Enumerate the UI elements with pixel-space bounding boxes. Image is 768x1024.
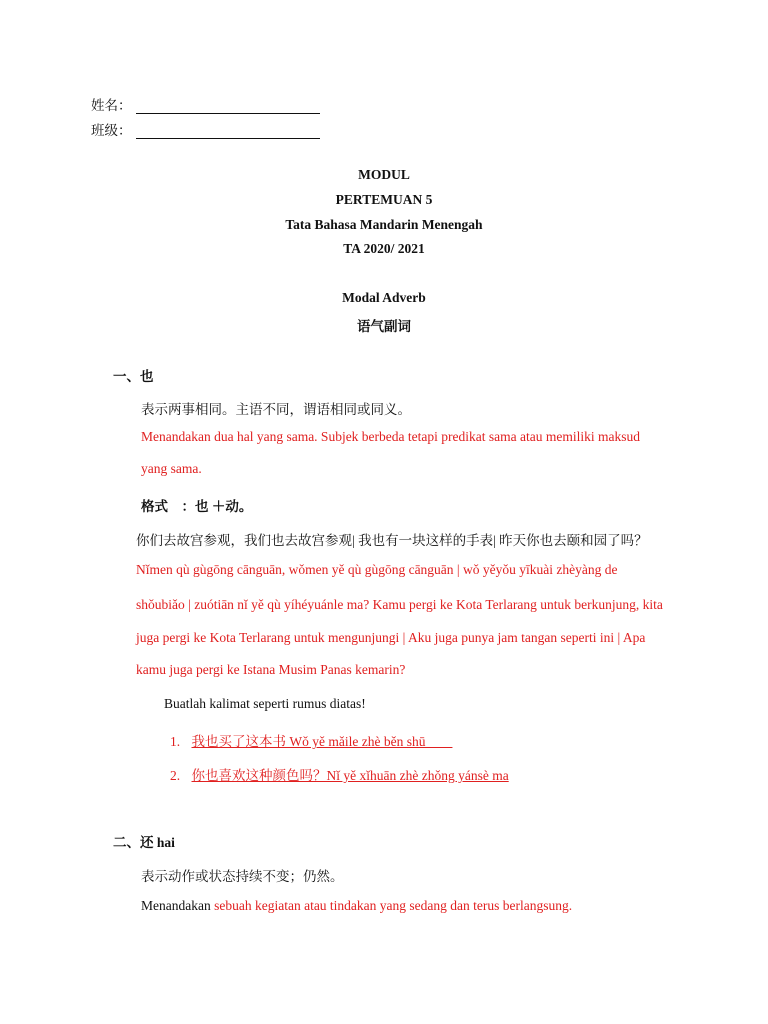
title-line-4: TA 2020/ 2021 xyxy=(343,241,425,256)
name-blank-line xyxy=(136,101,320,114)
class-field xyxy=(91,119,320,139)
title-line-1: MODUL xyxy=(358,167,410,182)
section-2-desc-zh: 表示动作或状态持续不变；仍然。 xyxy=(141,869,344,884)
section-1-example-line2: shǒubiǎo | zuótiān nǐ yě qù yíhéyuánle ma? Kamu pergi ke Kota Terlarang untuk berkunjung, kita xyxy=(136,597,663,612)
section-1-format: 格式 ：也 ＋动。 xyxy=(141,499,253,514)
title-line-3: Tata Bahasa Mandarin Menengah xyxy=(285,217,483,232)
section-2-desc-id-red: sebuah kegiatan atau tindakan yang sedang dan terus berlangsung. xyxy=(214,898,573,913)
answer-text: 你也喜欢这种颜色吗？Nǐ yě xǐhuān zhè zhǒng yánsè ma xyxy=(191,768,509,783)
topic-chinese: 语气副词 xyxy=(357,319,411,334)
section-1-example-line1: Nǐmen qù gùgōng cānguān, wǒmen yě qù gùgōng cānguān | wǒ yěyǒu yīkuài zhèyàng de xyxy=(136,562,618,577)
title-line-2: PERTEMUAN 5 xyxy=(335,192,433,207)
class-label: 班级： xyxy=(91,123,132,138)
section-2-heading: 二、还 hai xyxy=(113,835,175,850)
answer-number: 2. xyxy=(170,768,181,783)
answer-text: 我也买了这本书 Wǒ yě mǎile zhè běn shū xyxy=(191,734,453,749)
answer-item-1 xyxy=(170,730,452,750)
section-1-desc-zh: 表示两事相同。主语不同，谓语相同或同义。 xyxy=(141,402,411,417)
section-2-desc-id-black: Menandakan xyxy=(141,898,215,913)
exercise-prompt: Buatlah kalimat seperti rumus diatas! xyxy=(164,696,366,711)
section-1-example-line4: kamu juga pergi ke Istana Musim Panas kemarin? xyxy=(136,662,406,677)
section-1-example-line3: juga pergi ke Kota Terlarang untuk mengunjungi | Aku juga punya jam tangan seperti ini | Apa xyxy=(136,630,646,645)
section-1-desc-id-line2: yang sama. xyxy=(141,461,202,476)
name-field xyxy=(91,94,320,114)
section-2-desc-id xyxy=(141,898,572,914)
answer-item-2 xyxy=(170,764,509,784)
section-1-desc-id-line1: Menandakan dua hal yang sama. Subjek berbeda tetapi predikat sama atau memiliki maksud xyxy=(141,429,640,444)
topic-english: Modal Adverb xyxy=(342,290,426,305)
name-label: 姓名： xyxy=(91,98,132,113)
section-1-heading: 一、也 xyxy=(113,369,154,384)
answer-number: 1. xyxy=(170,734,181,749)
class-blank-line xyxy=(136,126,320,139)
section-1-example-zh: 你们去故宫参观，我们也去故宫参观| 我也有一块这样的手表| 昨天你也去颐和园了吗？ xyxy=(136,533,648,548)
